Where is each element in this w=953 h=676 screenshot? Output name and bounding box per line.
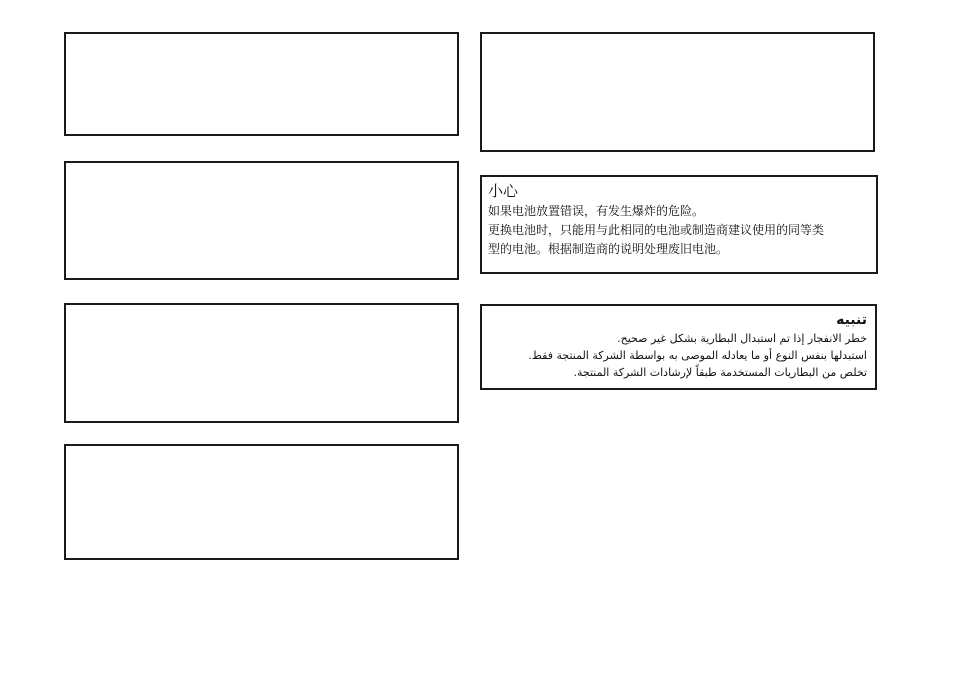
arabic-caution-box [480, 304, 877, 390]
chinese-caution-box [480, 175, 878, 274]
empty-warning-box-1 [64, 32, 459, 136]
arabic-caution-line-3: تخلص من البطاريات المستخدمة طبقاً لإرشادات الشركة المنتجة. [573, 366, 867, 379]
empty-warning-box-3 [64, 303, 459, 423]
empty-warning-box-5 [480, 32, 875, 152]
arabic-caution-line-1: خطر الانفجار إذا تم استبدال البطارية بشكل غير صحيح. [617, 332, 867, 345]
arabic-caution-title: تنبيه [836, 312, 867, 328]
chinese-caution-title: 小心 [488, 182, 519, 200]
empty-warning-box-4 [64, 444, 459, 560]
chinese-caution-line-1: 如果电池放置错误，有发生爆炸的危险。 [488, 204, 705, 218]
arabic-caution-line-2: استبدلها بنفس النوع أو ما يعادله الموصى به بواسطة الشركة المنتجة فقط. [528, 349, 867, 362]
empty-warning-box-2 [64, 161, 459, 280]
chinese-caution-line-2: 更换电池时，只能用与此相同的电池或制造商建议使用的同等类 [488, 223, 825, 237]
chinese-caution-line-3: 型的电池。根据制造商的说明处理废旧电池。 [488, 242, 729, 256]
